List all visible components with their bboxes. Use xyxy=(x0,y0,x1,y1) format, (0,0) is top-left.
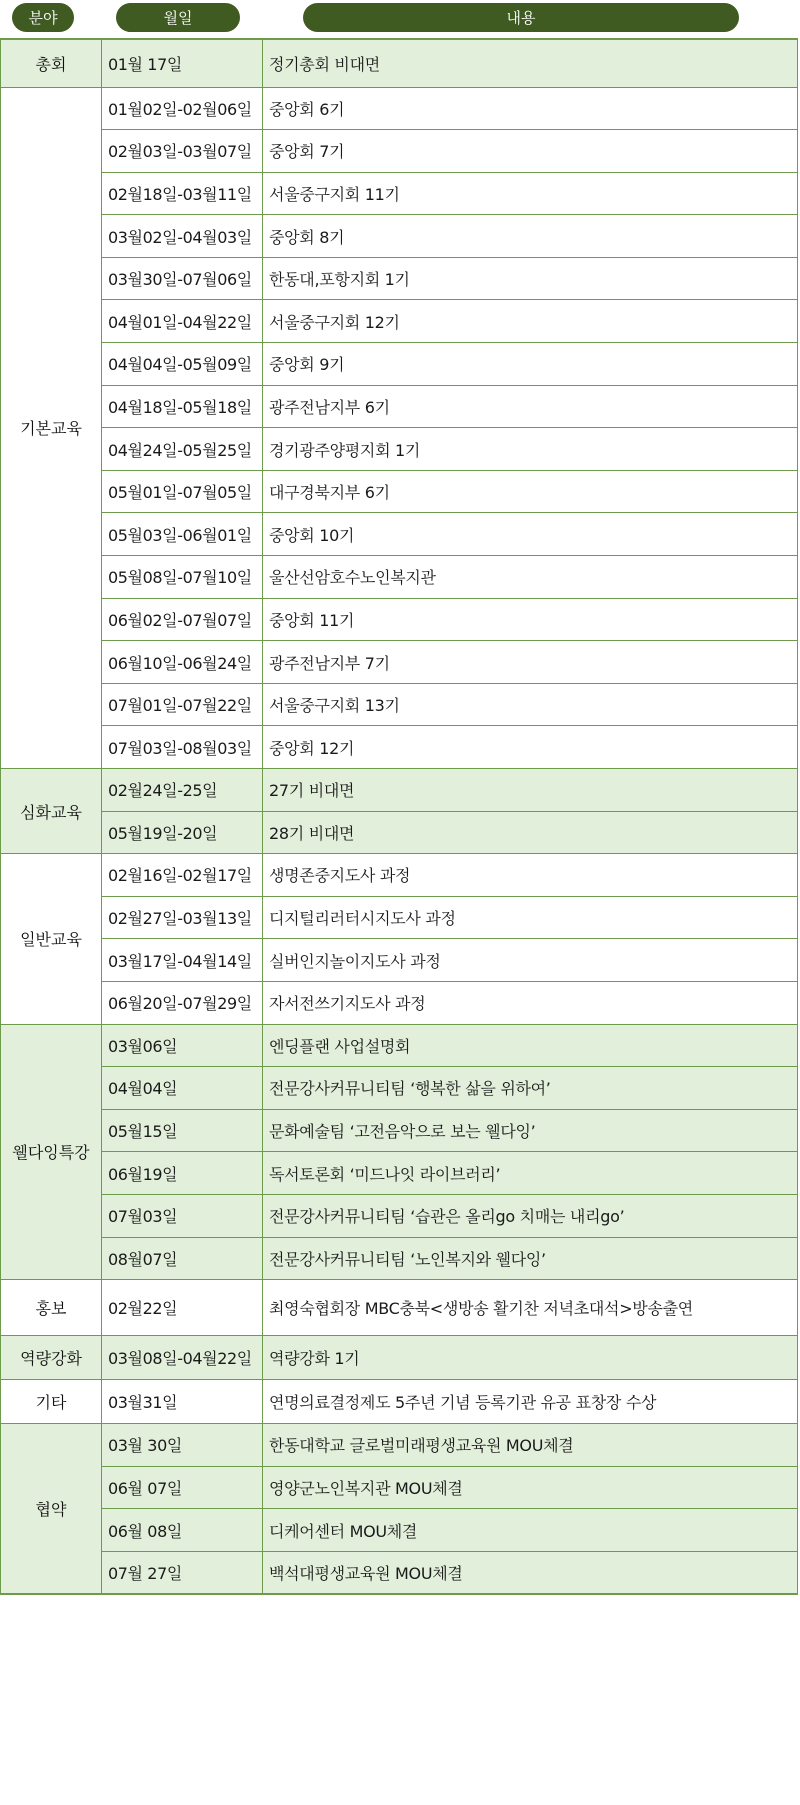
date-cell: 06월10일-06월24일 xyxy=(102,641,263,684)
content-cell: 서울중구지회 11기 xyxy=(263,172,798,215)
date-cell: 02월16일-02월17일 xyxy=(102,854,263,897)
table-row xyxy=(1,1109,798,1152)
table-row xyxy=(1,854,798,897)
date-cell: 07월03일-08월03일 xyxy=(102,726,263,769)
content-cell: 연명의료결정제도 5주년 기념 등록기관 유공 표창장 수상 xyxy=(263,1380,798,1424)
table-row xyxy=(1,385,798,428)
table-row xyxy=(1,87,798,130)
table-row xyxy=(1,1551,798,1594)
table-row xyxy=(1,1336,798,1380)
table-row xyxy=(1,1280,798,1336)
date-cell: 03월 30일 xyxy=(102,1424,263,1467)
date-cell: 06월20일-07월29일 xyxy=(102,981,263,1024)
date-cell: 01월 17일 xyxy=(102,39,263,87)
table-row xyxy=(1,939,798,982)
table-row xyxy=(1,1424,798,1467)
table-row xyxy=(1,896,798,939)
content-cell: 영양군노인복지관 MOU체결 xyxy=(263,1466,798,1509)
table-row xyxy=(1,300,798,343)
date-cell: 03월06일 xyxy=(102,1024,263,1067)
date-cell: 03월31일 xyxy=(102,1380,263,1424)
content-cell: 실버인지놀이지도사 과정 xyxy=(263,939,798,982)
category-cell: 웰다잉특강 xyxy=(1,1024,102,1280)
content-cell: 자서전쓰기지도사 과정 xyxy=(263,981,798,1024)
category-cell: 홍보 xyxy=(1,1280,102,1336)
content-cell: 중앙회 9기 xyxy=(263,343,798,386)
content-cell: 27기 비대면 xyxy=(263,769,798,812)
header-content-pill: 내용 xyxy=(303,3,739,32)
table-row xyxy=(1,1067,798,1110)
table-row xyxy=(1,641,798,684)
date-cell: 05월15일 xyxy=(102,1109,263,1152)
table-row xyxy=(1,513,798,556)
table-row xyxy=(1,769,798,812)
date-cell: 04월01일-04월22일 xyxy=(102,300,263,343)
content-cell: 광주전남지부 6기 xyxy=(263,385,798,428)
table-row xyxy=(1,1237,798,1280)
table-row xyxy=(1,1509,798,1552)
table-row xyxy=(1,811,798,854)
header-date-pill: 월일 xyxy=(116,3,240,32)
content-cell: 전문강사커뮤니티팀 ‘행복한 삶을 위하여’ xyxy=(263,1067,798,1110)
date-cell: 04월18일-05월18일 xyxy=(102,385,263,428)
date-cell: 03월08일-04월22일 xyxy=(102,1336,263,1380)
header-category-pill: 분야 xyxy=(12,3,74,32)
date-cell: 05월01일-07월05일 xyxy=(102,470,263,513)
table-row xyxy=(1,981,798,1024)
table-row xyxy=(1,1152,798,1195)
content-cell: 디케어센터 MOU체결 xyxy=(263,1509,798,1552)
date-cell: 04월24일-05월25일 xyxy=(102,428,263,471)
table-row xyxy=(1,130,798,173)
date-cell: 02월18일-03월11일 xyxy=(102,172,263,215)
content-cell: 대구경북지부 6기 xyxy=(263,470,798,513)
table-row xyxy=(1,1194,798,1237)
table-row xyxy=(1,39,798,87)
content-cell: 울산선암호수노인복지관 xyxy=(263,556,798,599)
date-cell: 02월27일-03월13일 xyxy=(102,896,263,939)
content-cell: 중앙회 12기 xyxy=(263,726,798,769)
table-row xyxy=(1,556,798,599)
date-cell: 05월19일-20일 xyxy=(102,811,263,854)
table-row xyxy=(1,172,798,215)
table-row xyxy=(1,428,798,471)
table-row xyxy=(1,1380,798,1424)
content-cell: 최영숙협회장 MBC충북<생방송 활기찬 저녁초대석>방송출연 xyxy=(263,1280,798,1336)
table-row xyxy=(1,215,798,258)
date-cell: 06월02일-07월07일 xyxy=(102,598,263,641)
content-cell: 독서토론회 ‘미드나잇 라이브러리’ xyxy=(263,1152,798,1195)
date-cell: 07월01일-07월22일 xyxy=(102,683,263,726)
content-cell: 중앙회 10기 xyxy=(263,513,798,556)
date-cell: 02월24일-25일 xyxy=(102,769,263,812)
date-cell: 08월07일 xyxy=(102,1237,263,1280)
content-cell: 서울중구지회 13기 xyxy=(263,683,798,726)
content-cell: 엔딩플랜 사업설명회 xyxy=(263,1024,798,1067)
date-cell: 03월02일-04월03일 xyxy=(102,215,263,258)
date-cell: 06월19일 xyxy=(102,1152,263,1195)
date-cell: 02월22일 xyxy=(102,1280,263,1336)
table-row xyxy=(1,257,798,300)
content-cell: 한동대,포항지회 1기 xyxy=(263,257,798,300)
date-cell: 03월30일-07월06일 xyxy=(102,257,263,300)
content-cell: 서울중구지회 12기 xyxy=(263,300,798,343)
category-cell: 심화교육 xyxy=(1,769,102,854)
content-cell: 중앙회 11기 xyxy=(263,598,798,641)
content-cell: 역량강화 1기 xyxy=(263,1336,798,1380)
category-cell: 기타 xyxy=(1,1380,102,1424)
date-cell: 04월04일-05월09일 xyxy=(102,343,263,386)
content-cell: 한동대학교 글로벌미래평생교육원 MOU체결 xyxy=(263,1424,798,1467)
category-cell: 역량강화 xyxy=(1,1336,102,1380)
date-cell: 05월08일-07월10일 xyxy=(102,556,263,599)
date-cell: 05월03일-06월01일 xyxy=(102,513,263,556)
content-cell: 디지털리러터시지도사 과정 xyxy=(263,896,798,939)
schedule-table xyxy=(0,38,798,1595)
content-cell: 중앙회 6기 xyxy=(263,87,798,130)
table-row xyxy=(1,1466,798,1509)
content-cell: 28기 비대면 xyxy=(263,811,798,854)
content-cell: 광주전남지부 7기 xyxy=(263,641,798,684)
category-cell: 기본교육 xyxy=(1,87,102,769)
date-cell: 03월17일-04월14일 xyxy=(102,939,263,982)
content-cell: 중앙회 7기 xyxy=(263,130,798,173)
content-cell: 백석대평생교육원 MOU체결 xyxy=(263,1551,798,1594)
table-row xyxy=(1,726,798,769)
content-cell: 중앙회 8기 xyxy=(263,215,798,258)
category-cell: 협약 xyxy=(1,1424,102,1594)
table-row xyxy=(1,683,798,726)
category-cell: 일반교육 xyxy=(1,854,102,1024)
date-cell: 07월03일 xyxy=(102,1194,263,1237)
date-cell: 06월 07일 xyxy=(102,1466,263,1509)
content-cell: 정기총회 비대면 xyxy=(263,39,798,87)
content-cell: 생명존중지도사 과정 xyxy=(263,854,798,897)
table-row xyxy=(1,470,798,513)
date-cell: 01월02일-02월06일 xyxy=(102,87,263,130)
content-cell: 전문강사커뮤니티팀 ‘습관은 올리go 치매는 내리go’ xyxy=(263,1194,798,1237)
table-row xyxy=(1,343,798,386)
date-cell: 02월03일-03월07일 xyxy=(102,130,263,173)
table-row xyxy=(1,598,798,641)
category-cell: 총회 xyxy=(1,39,102,87)
content-cell: 전문강사커뮤니티팀 ‘노인복지와 웰다잉’ xyxy=(263,1237,798,1280)
date-cell: 07월 27일 xyxy=(102,1551,263,1594)
date-cell: 04월04일 xyxy=(102,1067,263,1110)
content-cell: 경기광주양평지회 1기 xyxy=(263,428,798,471)
date-cell: 06월 08일 xyxy=(102,1509,263,1552)
content-cell: 문화예술팀 ‘고전음악으로 보는 웰다잉’ xyxy=(263,1109,798,1152)
table-row xyxy=(1,1024,798,1067)
